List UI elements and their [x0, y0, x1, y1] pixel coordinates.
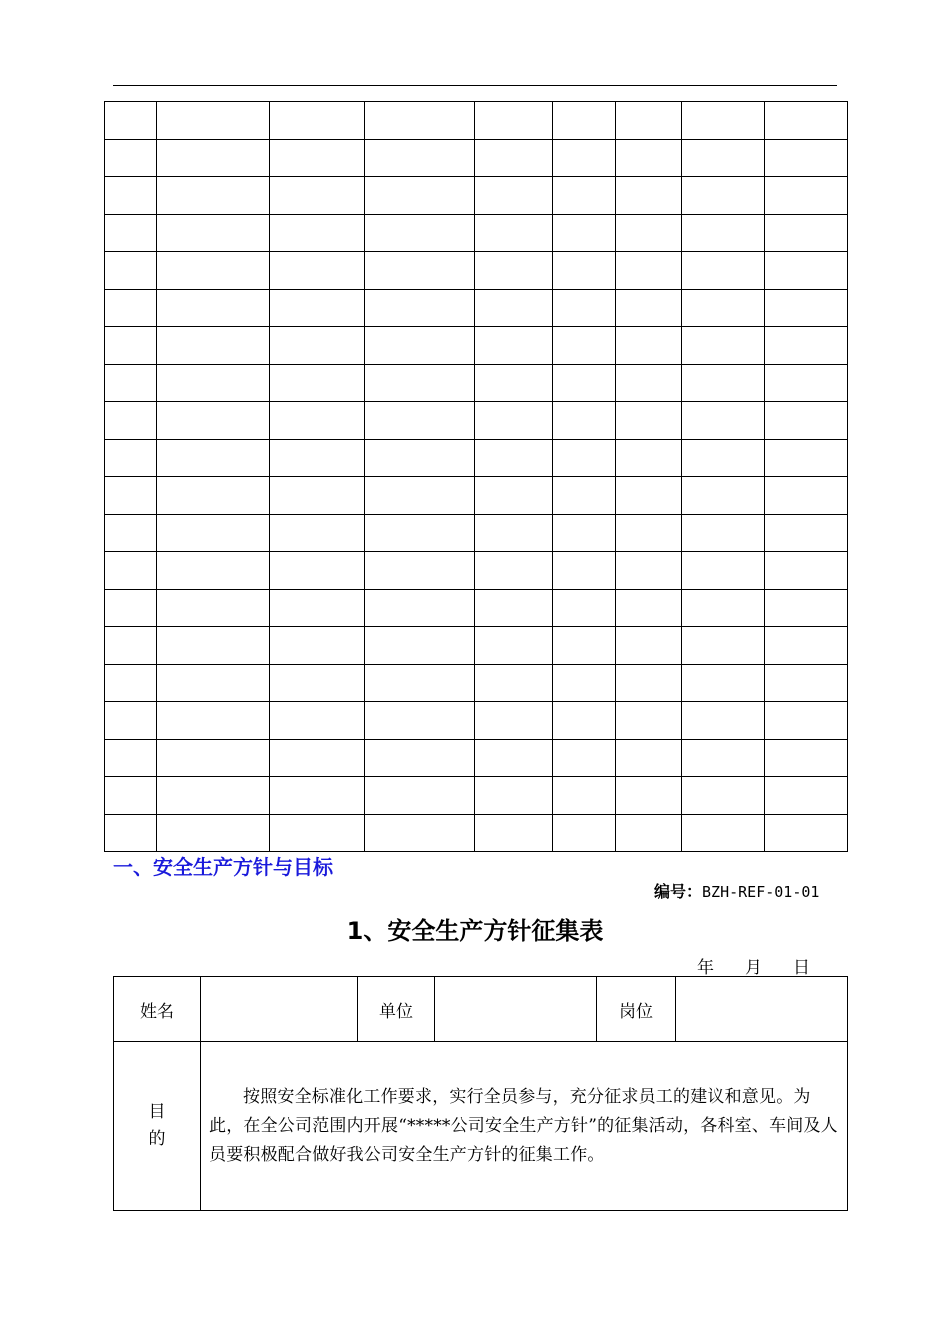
table-cell[interactable]	[682, 552, 765, 590]
table-cell[interactable]	[553, 364, 616, 402]
table-cell[interactable]	[553, 177, 616, 215]
purpose-label-line-2: 的	[148, 1129, 166, 1149]
table-cell[interactable]	[616, 252, 682, 290]
table-cell[interactable]	[270, 439, 365, 477]
table-cell[interactable]	[157, 777, 270, 815]
table-cell[interactable]	[765, 102, 848, 140]
section-heading: 一、安全生产方针与目标	[113, 855, 333, 879]
table-cell[interactable]	[365, 289, 475, 327]
table-row	[105, 627, 848, 665]
table-cell[interactable]	[105, 139, 157, 177]
table-cell[interactable]	[105, 289, 157, 327]
table-cell[interactable]	[765, 477, 848, 515]
table-cell[interactable]	[765, 552, 848, 590]
blank-grid-body	[105, 102, 848, 852]
table-row	[105, 664, 848, 702]
table-cell[interactable]	[105, 514, 157, 552]
table-cell[interactable]	[270, 664, 365, 702]
table-cell[interactable]	[682, 439, 765, 477]
date-month-label: 月	[745, 958, 762, 978]
table-cell[interactable]	[105, 177, 157, 215]
table-cell[interactable]	[616, 739, 682, 777]
table-cell[interactable]	[616, 627, 682, 665]
table-cell[interactable]	[270, 252, 365, 290]
name-label: 姓名	[114, 977, 201, 1042]
table-cell[interactable]	[365, 777, 475, 815]
table-cell[interactable]	[553, 327, 616, 365]
table-cell[interactable]	[270, 289, 365, 327]
table-cell[interactable]	[682, 402, 765, 440]
table-cell[interactable]	[157, 664, 270, 702]
table-cell[interactable]	[553, 777, 616, 815]
table-cell[interactable]	[365, 552, 475, 590]
table-cell[interactable]	[765, 327, 848, 365]
table-cell[interactable]	[475, 289, 553, 327]
table-cell[interactable]	[765, 214, 848, 252]
form-info-row	[114, 977, 848, 1042]
table-cell[interactable]	[765, 139, 848, 177]
table-cell[interactable]	[682, 139, 765, 177]
purpose-text-cell	[201, 1042, 848, 1211]
table-cell[interactable]	[105, 814, 157, 852]
table-cell[interactable]	[270, 177, 365, 215]
table-cell[interactable]	[157, 364, 270, 402]
table-cell[interactable]	[475, 327, 553, 365]
table-cell[interactable]	[553, 664, 616, 702]
table-cell[interactable]	[765, 289, 848, 327]
table-row	[105, 289, 848, 327]
table-row	[105, 214, 848, 252]
table-cell[interactable]	[553, 739, 616, 777]
table-cell[interactable]	[616, 139, 682, 177]
table-cell[interactable]	[270, 402, 365, 440]
table-cell[interactable]	[157, 139, 270, 177]
table-cell[interactable]	[616, 214, 682, 252]
table-cell[interactable]	[157, 177, 270, 215]
table-cell[interactable]	[682, 627, 765, 665]
table-cell[interactable]	[475, 664, 553, 702]
table-cell[interactable]	[616, 552, 682, 590]
form-number-value: BZH-REF-01-01	[702, 883, 820, 901]
table-row	[105, 702, 848, 740]
purpose-text: 按照安全标准化工作要求，实行全员参与，充分征求员工的建议和意见。为此，在全公司范围内开展“*****公司安全生产方针”的征集活动，各科室、车间及人员要积极配合做好我公司安全生产方针的征集工作。	[209, 1086, 838, 1165]
table-cell[interactable]	[270, 589, 365, 627]
table-cell[interactable]	[105, 552, 157, 590]
table-cell[interactable]	[157, 289, 270, 327]
table-cell[interactable]	[365, 252, 475, 290]
table-cell[interactable]	[157, 252, 270, 290]
table-cell[interactable]	[365, 439, 475, 477]
table-cell[interactable]	[105, 252, 157, 290]
table-cell[interactable]	[765, 439, 848, 477]
table-cell[interactable]	[475, 402, 553, 440]
table-cell[interactable]	[765, 702, 848, 740]
blank-grid-table	[104, 101, 848, 852]
table-cell[interactable]	[682, 177, 765, 215]
table-cell[interactable]	[157, 814, 270, 852]
table-row	[105, 139, 848, 177]
table-cell[interactable]	[365, 177, 475, 215]
table-cell[interactable]	[765, 777, 848, 815]
table-cell[interactable]	[270, 552, 365, 590]
table-row	[105, 402, 848, 440]
table-cell[interactable]	[616, 364, 682, 402]
table-cell[interactable]	[553, 627, 616, 665]
date-line	[697, 953, 810, 978]
table-cell[interactable]	[270, 739, 365, 777]
table-cell[interactable]	[616, 477, 682, 515]
table-cell[interactable]	[682, 589, 765, 627]
table-row	[105, 477, 848, 515]
table-cell[interactable]	[475, 477, 553, 515]
table-row	[105, 589, 848, 627]
date-day-label: 日	[793, 958, 810, 978]
table-cell[interactable]	[105, 327, 157, 365]
table-row	[105, 814, 848, 852]
table-cell[interactable]	[682, 477, 765, 515]
table-row	[105, 552, 848, 590]
table-cell[interactable]	[475, 364, 553, 402]
form-number	[654, 879, 819, 902]
table-row	[105, 252, 848, 290]
table-cell[interactable]	[475, 589, 553, 627]
header-rule	[113, 85, 837, 86]
table-cell[interactable]	[475, 702, 553, 740]
table-cell[interactable]	[553, 102, 616, 140]
table-cell[interactable]	[270, 702, 365, 740]
table-cell[interactable]	[682, 327, 765, 365]
table-cell[interactable]	[553, 552, 616, 590]
table-cell[interactable]	[157, 552, 270, 590]
table-cell[interactable]	[765, 814, 848, 852]
table-row	[105, 102, 848, 140]
table-cell[interactable]	[105, 439, 157, 477]
table-row	[105, 514, 848, 552]
table-cell[interactable]	[765, 739, 848, 777]
table-cell[interactable]	[365, 402, 475, 440]
table-row	[105, 777, 848, 815]
table-cell[interactable]	[365, 702, 475, 740]
form-purpose-row	[114, 1042, 848, 1211]
table-cell[interactable]	[365, 664, 475, 702]
table-cell[interactable]	[365, 139, 475, 177]
table-cell[interactable]	[765, 627, 848, 665]
table-row	[105, 439, 848, 477]
table-cell[interactable]	[365, 589, 475, 627]
table-cell[interactable]	[475, 177, 553, 215]
table-cell[interactable]	[616, 589, 682, 627]
table-cell[interactable]	[365, 327, 475, 365]
table-cell[interactable]	[475, 777, 553, 815]
table-cell[interactable]	[616, 514, 682, 552]
table-cell[interactable]	[157, 702, 270, 740]
table-cell[interactable]	[270, 139, 365, 177]
table-cell[interactable]	[616, 289, 682, 327]
table-row	[105, 177, 848, 215]
table-cell[interactable]	[157, 439, 270, 477]
table-cell[interactable]	[475, 552, 553, 590]
table-cell[interactable]	[682, 664, 765, 702]
purpose-label	[114, 1042, 201, 1211]
table-cell[interactable]	[616, 777, 682, 815]
date-year-label: 年	[697, 958, 714, 978]
table-cell[interactable]	[270, 327, 365, 365]
table-cell[interactable]	[105, 214, 157, 252]
table-cell[interactable]	[105, 364, 157, 402]
table-cell[interactable]	[616, 177, 682, 215]
table-cell[interactable]	[157, 739, 270, 777]
table-cell[interactable]	[765, 589, 848, 627]
table-cell[interactable]	[475, 514, 553, 552]
table-cell[interactable]	[682, 364, 765, 402]
table-cell[interactable]	[682, 289, 765, 327]
table-cell[interactable]	[616, 814, 682, 852]
table-cell[interactable]	[157, 514, 270, 552]
form-title: 1、安全生产方针征集表	[346, 917, 604, 945]
table-cell[interactable]	[616, 327, 682, 365]
table-cell[interactable]	[157, 589, 270, 627]
table-cell[interactable]	[765, 252, 848, 290]
table-cell[interactable]	[270, 214, 365, 252]
table-cell[interactable]	[682, 514, 765, 552]
table-cell[interactable]	[475, 814, 553, 852]
table-row	[105, 364, 848, 402]
table-cell[interactable]	[553, 589, 616, 627]
table-cell[interactable]	[616, 402, 682, 440]
table-cell[interactable]	[553, 139, 616, 177]
table-cell[interactable]	[105, 402, 157, 440]
table-cell[interactable]	[270, 814, 365, 852]
table-row	[105, 739, 848, 777]
unit-label: 单位	[358, 977, 435, 1042]
table-cell[interactable]	[765, 664, 848, 702]
table-cell[interactable]	[682, 702, 765, 740]
table-cell[interactable]	[365, 627, 475, 665]
table-cell[interactable]	[365, 214, 475, 252]
table-cell[interactable]	[157, 477, 270, 515]
table-cell[interactable]	[105, 627, 157, 665]
table-cell[interactable]	[765, 364, 848, 402]
unit-field[interactable]	[435, 977, 597, 1042]
name-field[interactable]	[201, 977, 358, 1042]
table-cell[interactable]	[105, 739, 157, 777]
table-cell[interactable]	[553, 439, 616, 477]
table-cell[interactable]	[105, 664, 157, 702]
table-cell[interactable]	[365, 364, 475, 402]
table-cell[interactable]	[270, 777, 365, 815]
table-cell[interactable]	[553, 477, 616, 515]
table-cell[interactable]	[765, 177, 848, 215]
table-cell[interactable]	[553, 214, 616, 252]
table-cell[interactable]	[475, 102, 553, 140]
table-cell[interactable]	[105, 477, 157, 515]
table-cell[interactable]	[270, 514, 365, 552]
table-cell[interactable]	[616, 664, 682, 702]
table-cell[interactable]	[682, 814, 765, 852]
table-cell[interactable]	[270, 102, 365, 140]
table-cell[interactable]	[553, 252, 616, 290]
table-cell[interactable]	[105, 777, 157, 815]
table-cell[interactable]	[475, 139, 553, 177]
post-label: 岗位	[597, 977, 676, 1042]
table-cell[interactable]	[157, 402, 270, 440]
table-cell[interactable]	[682, 739, 765, 777]
table-cell[interactable]	[475, 252, 553, 290]
table-cell[interactable]	[682, 252, 765, 290]
table-cell[interactable]	[475, 627, 553, 665]
table-cell[interactable]	[553, 402, 616, 440]
table-cell[interactable]	[270, 477, 365, 515]
table-cell[interactable]	[553, 289, 616, 327]
table-cell[interactable]	[365, 477, 475, 515]
table-cell[interactable]	[475, 214, 553, 252]
table-cell[interactable]	[365, 102, 475, 140]
table-cell[interactable]	[682, 102, 765, 140]
table-cell[interactable]	[365, 814, 475, 852]
table-row	[105, 327, 848, 365]
table-cell[interactable]	[616, 439, 682, 477]
table-cell[interactable]	[765, 514, 848, 552]
table-cell[interactable]	[475, 739, 553, 777]
table-cell[interactable]	[682, 777, 765, 815]
table-cell[interactable]	[270, 627, 365, 665]
table-cell[interactable]	[157, 627, 270, 665]
table-cell[interactable]	[270, 364, 365, 402]
table-cell[interactable]	[553, 702, 616, 740]
table-cell[interactable]	[553, 814, 616, 852]
table-cell[interactable]	[682, 214, 765, 252]
table-cell[interactable]	[616, 102, 682, 140]
post-field[interactable]	[676, 977, 848, 1042]
table-cell[interactable]	[157, 327, 270, 365]
table-cell[interactable]	[365, 739, 475, 777]
table-cell[interactable]	[765, 402, 848, 440]
table-cell[interactable]	[553, 514, 616, 552]
table-cell[interactable]	[365, 514, 475, 552]
purpose-label-line-1: 目	[148, 1102, 166, 1122]
table-cell[interactable]	[105, 102, 157, 140]
table-cell[interactable]	[105, 589, 157, 627]
policy-collection-form	[113, 976, 848, 1211]
table-cell[interactable]	[616, 702, 682, 740]
table-cell[interactable]	[105, 702, 157, 740]
table-cell[interactable]	[157, 214, 270, 252]
table-cell[interactable]	[157, 102, 270, 140]
table-cell[interactable]	[475, 439, 553, 477]
form-number-label: 编号：	[654, 882, 703, 901]
